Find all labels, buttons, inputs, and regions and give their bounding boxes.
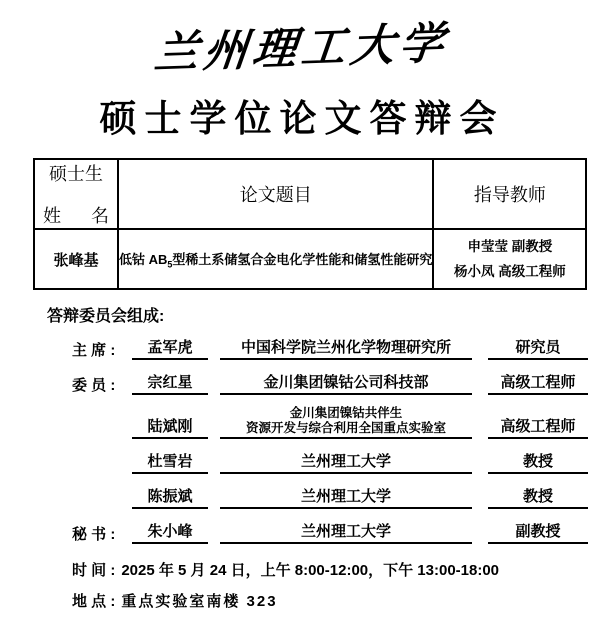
member-title: 研究员 (488, 336, 588, 360)
member-name: 宗红星 (132, 371, 208, 395)
member-name: 陈振斌 (132, 485, 208, 509)
time-label: 时 间 : (72, 562, 116, 579)
header-advisor-cell: 指导教师 (433, 159, 586, 229)
member-org (220, 406, 472, 439)
committee-row-member-4 (72, 485, 604, 509)
committee-heading: 答辩委员会组成: (47, 308, 165, 325)
member-title: 高级工程师 (488, 415, 588, 439)
advisor-cell (433, 229, 586, 289)
role-label: 主 席 : (72, 342, 116, 359)
time-value: 2025 年 5 月 24 日，上午 8:00-12:00，下午 13:00-18:00 (121, 562, 500, 579)
meeting-time-line (72, 555, 604, 586)
header-student-name-cell (34, 159, 118, 229)
member-title: 高级工程师 (488, 371, 588, 395)
member-name: 孟军虎 (132, 336, 208, 360)
page-title: 硕士学位论文答辩会 (99, 99, 505, 140)
thesis-suffix: 型稀土系储氢合金电化学性能和储氢性能研究 (172, 251, 433, 267)
header-thesis-title-cell: 论文题目 (118, 159, 433, 229)
header-student-line1: 硕士生 (49, 164, 103, 184)
table-header-row (34, 159, 586, 229)
header-student-line2 (35, 202, 117, 228)
university-logo-calligraphy: 兰州理工大学 (151, 17, 452, 80)
thesis-title-cell (118, 229, 433, 289)
defense-info-table (33, 158, 587, 290)
advisor-line-2: 杨小凤 高级工程师 (454, 264, 566, 279)
meeting-place-line (72, 586, 604, 617)
member-title: 副教授 (488, 520, 588, 544)
member-org: 兰州理工大学 (220, 485, 472, 509)
member-org: 金川集团镍钴公司科技部 (220, 371, 472, 395)
place-label: 地 点 : (72, 593, 116, 610)
committee-row-chair (72, 336, 604, 360)
role-label: 委 员 : (72, 377, 116, 394)
member-title: 教授 (488, 450, 588, 474)
committee-row-secretary (72, 520, 604, 544)
member-name: 杜雪岩 (132, 450, 208, 474)
place-value: 重点实验室南楼 323 (121, 593, 278, 610)
member-name: 陆斌刚 (132, 415, 208, 439)
member-org: 中国科学院兰州化学物理研究所 (220, 336, 472, 360)
table-data-row (34, 229, 586, 289)
member-title: 教授 (488, 485, 588, 509)
thesis-prefix: 低钴 AB (119, 251, 168, 267)
committee-row-member-2 (72, 406, 604, 439)
committee-rows (72, 336, 604, 544)
thesis-subscript: 5 (167, 259, 173, 270)
member-name: 朱小峰 (132, 520, 208, 544)
role-label: 秘 书 : (72, 526, 116, 543)
member-org-line-2: 资源开发与综合利用全国重点实验室 (245, 421, 446, 435)
university-logo-wrap (0, 0, 604, 86)
committee-row-member-1 (72, 371, 604, 395)
header-xing-label: 姓 (43, 206, 61, 226)
advisor-line-1: 申莹莹 副教授 (467, 239, 553, 254)
student-name-cell: 张峰基 (34, 229, 118, 289)
committee-row-member-3 (72, 450, 604, 474)
member-org-line-1: 金川集团镍钴共伴生 (289, 406, 403, 420)
member-org: 兰州理工大学 (220, 520, 472, 544)
member-org: 兰州理工大学 (220, 450, 472, 474)
header-ming-label: 名 (91, 206, 109, 226)
